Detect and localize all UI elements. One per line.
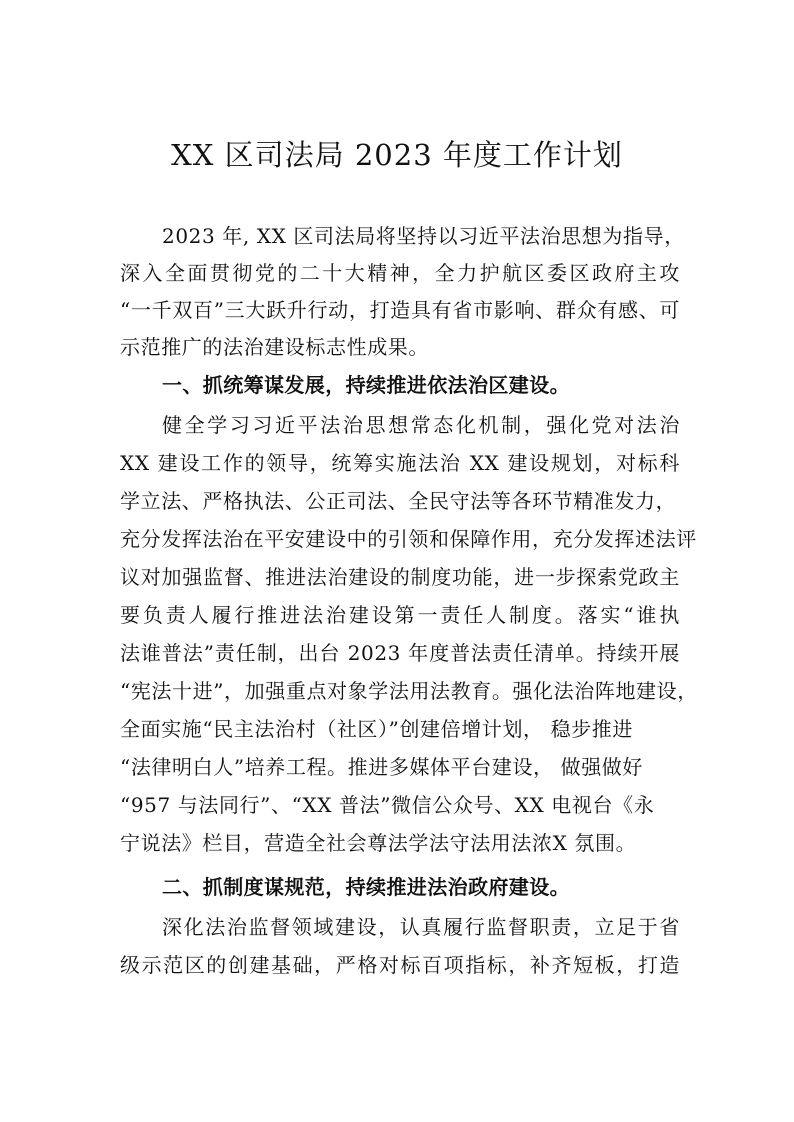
paragraph-line: “一千双百”三大跃升行动，打造具有省市影响、群众有感、可 — [120, 298, 680, 322]
paragraph-line: XX 建设工作的领导，统筹实施法治 XX 建设规划，对标科 — [120, 451, 680, 475]
paragraph-line: 学立法、严格执法、公正司法、全民守法等各环节精准发力， — [120, 489, 677, 513]
paragraph-line: 2023 年, XX 区司法局将坚持以习近平法治思想为指导， — [162, 224, 685, 248]
paragraph-line: 要负责人履行推进法治建设第一责任人制度。落实“谁执 — [120, 603, 680, 627]
paragraph-line: 充分发挥法治在平安建设中的引领和保障作用，充分发挥述法评 — [120, 527, 697, 551]
paragraph-line: 宁说法》栏目，营造全社会尊法学法守法用法浓X 氛围。 — [120, 831, 637, 855]
paragraph-line: 深化法治监督领域建设，认真履行监督职责，立足于省 — [162, 915, 680, 939]
paragraph-line: 健全学习习近平法治思想常态化机制，强化党对法治 — [162, 413, 680, 437]
section-heading-1: 一、抓统筹谋发展，持续推进依法治区建设。 — [162, 373, 570, 397]
paragraph-line: “宪法十进”，加强重点对象学法用法教育。强化法治阵地建设， — [120, 679, 698, 703]
paragraph-line: 级示范区的创建基础，严格对标百项指标，补齐短板，打造 — [120, 953, 680, 977]
paragraph-line: “法律明白人”培养工程。推进多媒体平台建设， 做强做好 — [120, 755, 644, 779]
paragraph-line: “957 与法同行”、“XX 普法”微信公众号、XX 电视台《永 — [120, 793, 655, 817]
paragraph-line: 议对加强监督、推进法治建设的制度功能，进一步探索党政主 — [120, 565, 680, 589]
paragraph-line: 深入全面贯彻党的二十大精神，全力护航区委区政府主攻 — [120, 261, 680, 285]
paragraph-line: 示范推广的法治建设标志性成果。 — [120, 335, 429, 359]
paragraph-line: 全面实施“民主法治村（社区）”创建倍增计划， 稳步推进 — [120, 717, 634, 741]
section-heading-2: 二、抓制度谋规范，持续推进法治政府建设。 — [162, 875, 570, 899]
document-title: XX 区司法局 2023 年度工作计划 — [171, 138, 623, 172]
paragraph-line: 法谁普法”责任制，出台 2023 年度普法责任清单。持续开展 — [120, 641, 680, 665]
